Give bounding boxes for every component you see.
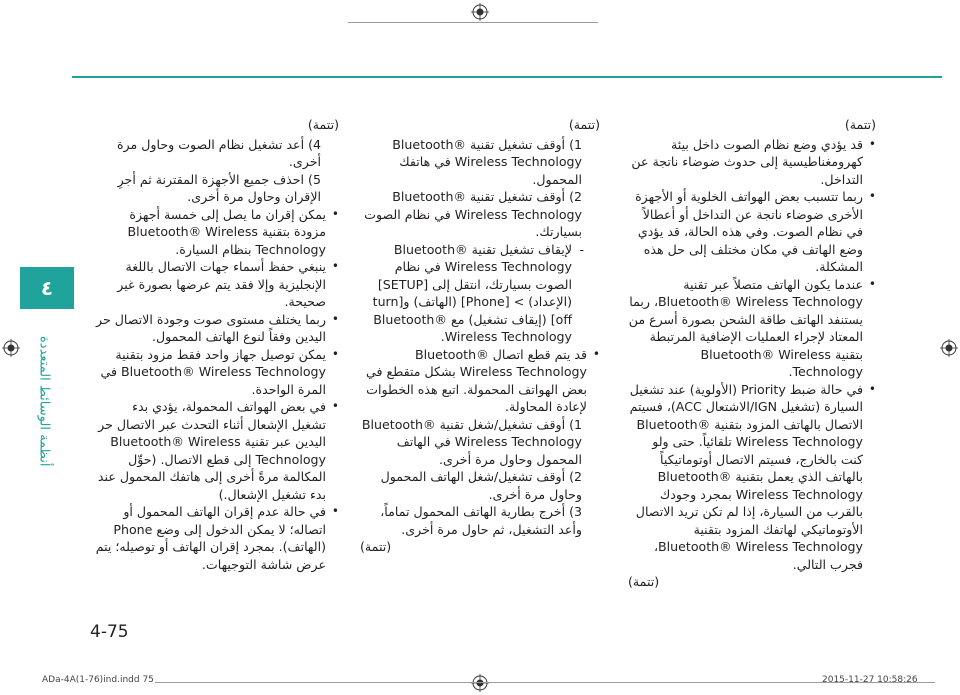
continued-label: (ﺗﺘﻤﺔ) [568,117,600,132]
bullet-item: • ﺭﺑﻤﺎ ﻳﺨﺘﻠﻒ ﻣﺴﺘﻮﻯ ﺻﻮﺕ ﻭﺟﻮﺩﺓ ﺍﻻﺗﺼﺎﻝ ﺣﺮ ﺍﻟﻴﺪﻳﻦ ﻭﻓﻘﺎً ﻟﻨﻮﻉ ﺍﻟﻬﺎﺗﻒ ﺍﻟﻤﺤﻤﻮﻝ. [95,311,339,346]
registration-mark-right [940,339,958,357]
step-item: 1) ﺃﻭﻗﻒ ﺗﺸﻐﻴﻞ/ﺷﻐﻞ ﺗﻘﻨﻴﺔ Bluetooth® Wireless Technology ﻓﻲ ﺍﻟﻬﺎﺗﻒ ﺍﻟﻤﺤﻤﻮﻝ ﻭﺣﺎﻭﻝ ﻣﺮﺓ ﺃﺧﺮﻯ. [361,416,582,467]
column-middle [360,116,600,556]
page-number: 4-75 [90,622,129,642]
continued-label: (ﺗﺘﻤﺔ) [307,117,339,132]
bullet-item: • ﻳﻨﺒﻐﻲ ﺣﻔﻆ ﺃﺳﻤﺎﺀ ﺟﻬﺎﺕ ﺍﻻﺗﺼﺎﻝ ﺑﺎﻟﻠﻐﺔ ﺍﻹﻧﺠﻠﻴﺰﻳﺔ ﻭﺇﻻ ﻓﻘﺪ ﻳﺘﻢ ﻋﺮﺿﻬﺎ ﺑﺼﻮﺭﺓ ﻏﻴﺮ ﺻﺤﻴﺤﺔ. [95,258,339,311]
header-rule [72,76,942,78]
step-item: 3) ﺃﺧﺮﺝ ﺑﻄﺎﺭﻳﺔ ﺍﻟﻬﺎﺗﻒ ﺍﻟﻤﺤﻤﻮﻝ ﺗﻤﺎﻣﺎً، ﻭﺃﻋﺪ ﺍﻟﺘﺸﻐﻴﻞ، ﺛﻢ ﺣﺎﻭﻝ ﻣﺮﺓ ﺃﺧﺮﻯ. [380,504,582,537]
registration-mark-top [471,3,489,21]
column-left [95,116,339,573]
registration-mark-bottom [471,674,489,692]
bullet-item: • ﻓﻲ ﺑﻌﺾ ﺍﻟﻬﻮﺍﺗﻒ ﺍﻟﻤﺤﻤﻮﻟﺔ، ﻳﺆﺩﻱ ﺑﺪﺀ ﺗﺸﻐﻴﻞ ﺍﻹﺷﻌﺎﻝ ﺃﺛﻨﺎﺀ ﺍﻟﺘﺤﺪﺙ ﻋﺒﺮ ﺍﻻﺗﺼﺎﻝ ﺣﺮ ﺍﻟﻴﺪﻳﻦ ﻋﺒﺮ ﺗﻘﻨﻴﺔ Bluetooth® Wireless Technology ﺇﻟﻰ ﻗﻄﻊ ﺍﻻﺗﺼﺎﻝ. (ﺣﻮِّﻝ ﺍﻟﻤﻜﺎﻟﻤﺔ ﻣﺮﺓً ﺃﺧﺮﻯ ﺇﻟﻰ ﻫﺎﺗﻔﻚ ﺍﻟﻤﺤﻤﻮﻝ ﻋﻨﺪ ﺑﺪﺀ ﺗﺸﻐﻴﻞ ﺍﻹﺷﻌﺎﻝ.) [95,398,339,503]
crop-line-top [348,22,598,23]
bullet-item: • ﻳﻤﻜﻦ ﺇﻗﺮﺍﻥ ﻣﺎ ﻳﺼﻞ ﺇﻟﻰ ﺧﻤﺴﺔ ﺃﺟﻬﺰﺓ ﻣﺰﻭﺩﺓ ﺑﺘﻘﻨﻴﺔ Bluetooth® Wireless Technology ﺑﻨﻈﺎﻡ ﺍﻟﺴﻴﺎﺭﺓ. [95,206,339,259]
dash-item: - ﻹﻳﻘﺎﻑ ﺗﺸﻐﻴﻞ ﺗﻘﻨﻴﺔ Bluetooth® Wireless Technology ﻓﻲ ﻧﻈﺎﻡ ﺍﻟﺼﻮﺕ ﺑﺴﻴﺎﺭﺗﻚ، ﺍﻧﺘﻘﻞ ﺇﻟﻰ [SETUP] (ﺍﻹﻋﺪﺍﺩ) > [Phone] (ﺍﻟﻬﺎﺗﻒ) ﻭ[turn off] (ﺇﻳﻘﺎﻑ ﺗﺸﻐﻴﻞ) ﻣﻊ Bluetooth® Wireless Technology. [360,241,600,346]
step-item: 4) ﺃﻋﺪ ﺗﺸﻐﻴﻞ ﻧﻈﺎﻡ ﺍﻟﺼﻮﺕ ﻭﺣﺎﻭﻝ ﻣﺮﺓ ﺃﺧﺮﻯ. [116,136,321,169]
step-item: 1) ﺃﻭﻗﻒ ﺗﺸﻐﻴﻞ ﺗﻘﻨﻴﺔ Bluetooth® Wireless Technology ﻓﻲ ﻫﺎﺗﻔﻚ ﺍﻟﻤﺤﻤﻮﻝ. [392,136,582,187]
chapter-tab [20,267,74,309]
continued-label: (ﺗﺘﻤﺔ) [844,117,876,132]
step-item: 5) ﺍﺣﺬﻑ ﺟﻤﻴﻊ ﺍﻷﺟﻬﺰﺓ ﺍﻟﻤﻘﺘﺮﻧﺔ ﺛﻢ ﺃﺟﺮِ ﺍﻹﻗﺮﺍﻥ ﻭﺣﺎﻭﻝ ﻣﺮﺓ ﺃﺧﺮﻯ. [117,171,321,204]
bullet-item: • ﻳﻤﻜﻦ ﺗﻮﺻﻴﻞ ﺟﻬﺎﺯ ﻭﺍﺣﺪ ﻓﻘﻂ ﻣﺰﻭﺩ ﺑﺘﻘﻨﻴﺔ Bluetooth® Wireless Technology ﻓﻲ ﺍﻟﻤﺮﺓ ﺍﻟﻮﺍﺣﺪﺓ. [95,346,339,399]
registration-mark-left [2,339,20,357]
more-label: (ﺗﺘﻤﺔ) [360,539,392,554]
bullet-item: • ﻓﻲ ﺣﺎﻟﺔ ﻋﺪﻡ ﺇﻗﺮﺍﻥ ﺍﻟﻬﺎﺗﻒ ﺍﻟﻤﺤﻤﻮﻝ ﺃﻭ ﺍﺗﺼﺎﻟﻪ؛ ﻻ ﻳﻤﻜﻦ ﺍﻟﺪﺧﻮﻝ ﺇﻟﻰ ﻭﺿﻊ Phone (ﺍﻟﻬﺎﺗﻒ). ﺑﻤﺠﺮﺩ ﺇﻗﺮﺍﻥ ﺍﻟﻬﺎﺗﻒ ﺃﻭ ﺗﻮﺻﻴﻠﻪ؛ ﻳﺘﻢ ﻋﺮﺽ ﺷﺎﺷﺔ ﺍﻟﺘﻮﺟﻴﻬﺎﺕ. [95,503,339,573]
bullet-item: • ﻓﻲ ﺣﺎﻟﺔ ﺿﺒﻂ Priority (ﺍﻷﻭﻟﻮﻳﺔ) ﻋﻨﺪ ﺗﺸﻐﻴﻞ ﺍﻟﺴﻴﺎﺭﺓ (ﺗﺸﻐﻴﻞ IGN/ﺍﻻﺷﺘﻌﺎﻝ ACC)، ﻓﺴﻴﺘﻢ ﺍﻻﺗﺼﺎﻝ ﺑﺎﻟﻬﺎﺗﻒ ﺍﻟﻤﺰﻭﺩ ﺑﺘﻘﻨﻴﺔ Bluetooth® Wireless Technology ﺗﻠﻘﺎﺋﻴﺎً. ﺣﺘﻰ ﻭﻟﻮ ﻛﻨﺖ ﺑﺎﻟﺨﺎﺭﺝ، ﻓﺴﻴﺘﻢ ﺍﻻﺗﺼﺎﻝ ﺃﻭﺗﻮﻣﺎﺗﻴﻜﻴﺎً ﺑﺎﻟﻬﺎﺗﻒ ﺍﻟﺬﻱ ﻳﻌﻤﻞ ﺑﺘﻘﻨﻴﺔ Bluetooth® Wireless Technology ﺑﻤﺠﺮﺩ ﻭﺟﻮﺩﻙ ﺑﺎﻟﻘﺮﺏ ﻣﻦ ﺍﻟﺴﻴﺎﺭﺓ، ﺇﺫﺍ ﻟﻢ ﺗﻜﻦ ﺗﺮﻳﺪ ﺍﻻﺗﺼﺎﻝ ﺍﻷﻭﺗﻮﻣﺎﺗﻴﻜﻲ ﻟﻬﺎﺗﻔﻚ ﺍﻟﻤﺰﻭﺩ ﺑﺘﻘﻨﻴﺔ Bluetooth® Wireless Technology، ﻓﺠﺮﺏ ﺍﻟﺘﺎﻟﻲ. [628,381,876,574]
more-label: (ﺗﺘﻤﺔ) [628,574,660,589]
footer-timestamp: 2015-11-27 10:58:26 [822,675,918,685]
chapter-number: ٤ [40,276,54,300]
bullet-item: • ﻋﻨﺪﻣﺎ ﻳﻜﻮﻥ ﺍﻟﻬﺎﺗﻒ ﻣﺘﺼﻼً ﻋﺒﺮ ﺗﻘﻨﻴﺔ Bluetooth® Wireless Technology، ﺭﺑﻤﺎ ﻳﺴﺘﻨﻔﺪ ﺍﻟﻬﺎﺗﻒ ﻃﺎﻗﺔ ﺍﻟﺸﺤﻦ ﺑﺼﻮﺭﺓ ﺃﺳﺮﻉ ﻣﻦ ﺍﻟﻤﻌﺘﺎﺩ ﻹﺟﺮﺍﺀ ﺍﻟﻌﻤﻠﻴﺎﺕ ﺍﻹﺿﺎﻓﻴﺔ ﺍﻟﻤﺮﺗﺒﻄﺔ ﺑﺘﻘﻨﻴﺔ Bluetooth® Wireless Technology. [628,276,876,381]
bullet-item: • ﺭﺑﻤﺎ ﺗﺘﺴﺒﺐ ﺑﻌﺾ ﺍﻟﻬﻮﺍﺗﻒ ﺍﻟﺨﻠﻮﻳﺔ ﺃﻭ ﺍﻷﺟﻬﺰﺓ ﺍﻷﺧﺮﻯ ﺿﻮﺿﺎﺀ ﻧﺎﺗﺠﺔ ﻋﻦ ﺍﻟﺘﺪﺍﺧﻞ ﺃﻭ ﺃﻋﻄﺎﻻً ﻓﻲ ﻧﻈﺎﻡ ﺍﻟﺼﻮﺕ. ﻭﻓﻲ ﻫﺬﻩ ﺍﻟﺤﺎﻟﺔ، ﻗﺪ ﻳﺆﺩﻱ ﻭﺿﻊ ﺍﻟﻬﺎﺗﻒ ﻓﻲ ﻣﻜﺎﻥ ﻣﺨﺘﻠﻒ ﺇﻟﻰ ﺣﻞ ﻫﺬﻩ ﺍﻟﻤﺸﻜﻠﺔ. [628,188,876,276]
footer-filename: ADa-4A(1-76)ind.indd 75 [42,675,154,685]
step-item: 2) ﺃﻭﻗﻒ ﺗﺸﻐﻴﻞ/ﺷﻐﻞ ﺍﻟﻬﺎﺗﻒ ﺍﻟﻤﺤﻤﻮﻝ ﻭﺣﺎﻭﻝ ﻣﺮﺓ ﺃﺧﺮﻯ. [380,469,582,502]
bullet-item: • ﻗﺪ ﻳﺘﻢ ﻗﻄﻊ ﺍﺗﺼﺎﻝ Bluetooth® Wireless Technology ﺑﺸﻜﻞ ﻣﺘﻘﻄﻊ ﻓﻲ ﺑﻌﺾ ﺍﻟﻬﻮﺍﺗﻒ ﺍﻟﻤﺤﻤﻮﻟﺔ. ﺍﺗﺒﻊ ﻫﺬﻩ ﺍﻟﺨﻄﻮﺍﺕ ﻹﻋﺎﺩﺓ ﺍﻟﻤﺤﺎﻭﻟﺔ. [360,346,600,416]
column-right [628,116,876,591]
chapter-title: ﺃﻧﻈﻤﺔ ﺍﻟﻮﺳﺎﺋﻂ ﺍﻟﻤﺘﻌﺪﺩﺓ [36,335,52,467]
step-item: 2) ﺃﻭﻗﻒ ﺗﺸﻐﻴﻞ ﺗﻘﻨﻴﺔ Bluetooth® Wireless Technology ﻓﻲ ﻧﻈﺎﻡ ﺍﻟﺼﻮﺕ ﺑﺴﻴﺎﺭﺗﻚ. [364,189,582,239]
crop-line-bottom [155,682,935,683]
bullet-item: • ﻗﺪ ﻳﺆﺩﻱ ﻭﺿﻊ ﻧﻈﺎﻡ ﺍﻟﺼﻮﺕ ﺩﺍﺧﻞ ﺑﻴﺌﺔ ﻛﻬﺮﻭﻣﻐﻨﺎﻃﻴﺴﻴﺔ ﺇﻟﻰ ﺣﺪﻭﺙ ﺿﻮﺿﺎﺀ ﻧﺎﺗﺠﺔ ﻋﻦ ﺍﻟﺘﺪﺍﺧﻞ. [628,136,876,189]
